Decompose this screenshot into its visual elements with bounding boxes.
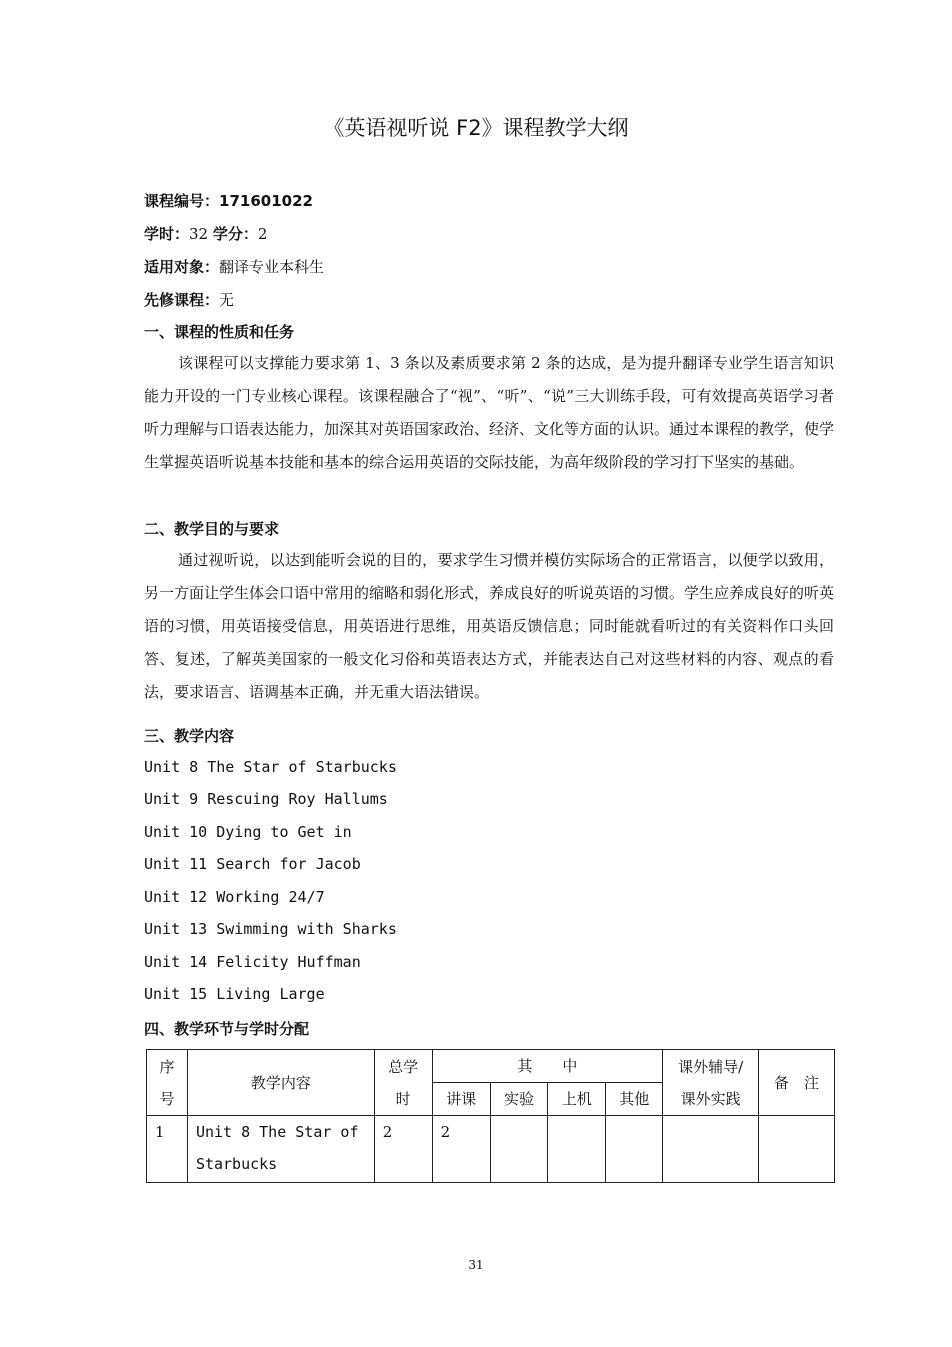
target-line — [144, 256, 324, 277]
course-code-value: 171601022 — [219, 192, 313, 210]
header-other: 其他 — [606, 1083, 663, 1116]
course-code-line — [144, 190, 313, 211]
header-extracurricular — [663, 1050, 759, 1116]
header-extra-line2: 课外实践 — [680, 1089, 741, 1108]
header-computer: 上机 — [548, 1083, 606, 1116]
unit-item: Unit 12 Working 24/7 — [144, 888, 325, 906]
unit-item: Unit 14 Felicity Huffman — [144, 953, 361, 971]
header-among: 其 中 — [432, 1050, 663, 1083]
header-extra-line1: 课外辅导/ — [678, 1057, 744, 1076]
unit-item: Unit 11 Search for Jacob — [144, 855, 361, 873]
credits-label: 学分： — [212, 225, 258, 243]
header-total-hours — [374, 1050, 432, 1116]
section-2-heading: 二、教学目的与要求 — [144, 520, 280, 538]
table-row — [147, 1116, 835, 1183]
cell-no: 1 — [147, 1116, 188, 1183]
header-no — [147, 1050, 188, 1116]
hours-credits-line — [144, 223, 267, 244]
schedule-table — [146, 1049, 835, 1183]
header-note: 备 注 — [759, 1050, 835, 1116]
target-label: 适用对象： — [144, 258, 220, 276]
header-total-line1: 总学 — [388, 1057, 419, 1076]
cell-note — [759, 1116, 835, 1183]
cell-content — [187, 1116, 374, 1183]
hours-label: 学时： — [144, 225, 190, 243]
cell-total: 2 — [374, 1116, 432, 1183]
unit-item: Unit 10 Dying to Get in — [144, 823, 352, 841]
section-4-heading: 四、教学环节与学时分配 — [144, 1020, 310, 1038]
cell-extra — [663, 1116, 759, 1183]
cell-content-line1: Unit 8 The Star of — [195, 1123, 359, 1141]
section-3-heading: 三、教学内容 — [144, 727, 235, 745]
header-no-line1: 序 — [159, 1057, 175, 1076]
unit-item: Unit 9 Rescuing Roy Hallums — [144, 790, 388, 808]
credits-value: 2 — [257, 225, 268, 243]
cell-content-line2: Starbucks — [195, 1155, 278, 1173]
prereq-value: 无 — [219, 291, 235, 309]
prereq-label: 先修课程： — [144, 291, 220, 309]
cell-lecture: 2 — [432, 1116, 490, 1183]
header-no-line2: 号 — [159, 1089, 175, 1108]
cell-other — [606, 1116, 663, 1183]
header-lecture: 讲课 — [432, 1083, 490, 1116]
prereq-line — [144, 289, 234, 310]
unit-item: Unit 13 Swimming with Sharks — [144, 920, 397, 938]
course-code-label: 课程编号： — [144, 192, 220, 210]
section-1-heading: 一、课程的性质和任务 — [144, 323, 295, 341]
document-title: 《英语视听说 F2》课程教学大纲 — [323, 116, 629, 140]
hours-value: 32 — [189, 225, 209, 243]
target-value: 翻译专业本科生 — [219, 258, 325, 276]
header-total-line2: 时 — [395, 1089, 411, 1108]
header-content: 教学内容 — [187, 1050, 374, 1116]
header-lab: 实验 — [490, 1083, 548, 1116]
page-number: 31 — [468, 1258, 484, 1272]
cell-lab — [490, 1116, 548, 1183]
unit-item: Unit 15 Living Large — [144, 985, 325, 1003]
section-2-text: 通过视听说，以达到能听会说的目的，要求学生习惯并模仿实际场合的正常语言，以便学以致用，另一方面让学生体会口语中常用的缩略和弱化形式，养成良好的听说英语的习惯。学生应养成良好的听英语的习惯，用英语接受信息，用英语进行思维，用英语反馈信息；同时能就看听过的有关资料作口头回答、复述，了解英美国家的一般文化习俗和英语表达方式，并能表达自己对这些材料的内容、观点的看法，要求语言、语调基本正确，并无重大语法错误。 — [144, 551, 835, 701]
cell-computer — [548, 1116, 606, 1183]
section-1-text: 该课程可以支撑能力要求第 1、3 条以及素质要求第 2 条的达成，是为提升翻译专业学生语言知识能力开设的一门专业核心课程。该课程融合了“视”、“听”、“说”三大训练手段，可有效提高英语学习者听力理解与口语表达能力，加深其对英语国家政治、经济、文化等方面的认识。通过本课程的教学，使学生掌握英语听说基本技能和基本的综合运用英语的交际技能，为高年级阶段的学习打下坚实的基础。 — [144, 354, 835, 471]
unit-item: Unit 8 The Star of Starbucks — [144, 758, 397, 776]
